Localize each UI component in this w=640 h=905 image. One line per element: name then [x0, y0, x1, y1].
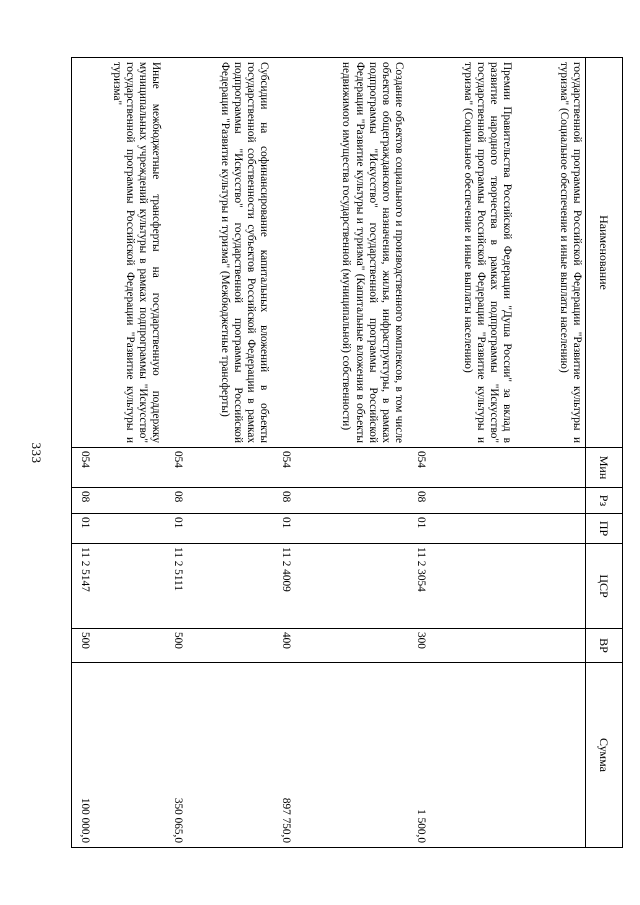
- table-row: [408, 58, 516, 848]
- row-sum: 1 500,0: [408, 663, 516, 848]
- header-sum: Сумма: [586, 663, 623, 848]
- table-header-row: [586, 58, 623, 848]
- row-min: 054: [273, 448, 408, 488]
- row-pr: 01: [273, 514, 408, 544]
- row-csr: [516, 544, 586, 629]
- row-vr: [516, 629, 586, 663]
- row-pr: 01: [165, 514, 273, 544]
- row-sum: 100 000,0: [72, 663, 165, 848]
- row-rz: [516, 488, 586, 514]
- row-csr: 11 2 5111: [165, 544, 273, 629]
- row-rz: 08: [72, 488, 165, 514]
- header-rz: Рз: [586, 488, 623, 514]
- row-min: 054: [72, 448, 165, 488]
- row-csr: 11 2 3054: [408, 544, 516, 629]
- table-row: [516, 58, 586, 848]
- rotated-table-container: [73, 57, 623, 847]
- header-min: Мин: [586, 448, 623, 488]
- table-row: [72, 58, 165, 848]
- table-row: [165, 58, 273, 848]
- row-vr: 300: [408, 629, 516, 663]
- row-name: Иные межбюджетные трансферты на государственную поддержку муниципальных учреждений культуры в рамках подпрограммы "Искусство" государственной программы Российской Федерации "Развитие культуры и туризма": [72, 58, 165, 448]
- row-sum: 350 065,0: [165, 663, 273, 848]
- row-pr: 01: [408, 514, 516, 544]
- row-vr: 400: [273, 629, 408, 663]
- row-csr: 11 2 5147: [72, 544, 165, 629]
- header-vr: ВР: [586, 629, 623, 663]
- budget-table: [71, 57, 623, 848]
- row-min: 054: [408, 448, 516, 488]
- page-number: 333: [29, 442, 44, 464]
- table-row: [273, 58, 408, 848]
- row-sum: 897 750,0: [273, 663, 408, 848]
- row-pr: 01: [72, 514, 165, 544]
- row-name: Субсидии на софинансирование капитальных вложений в объекты государственной собственности субъектов Российской Федерации в рамках подпрограммы "Искусство" государственной программы Российской Федерации "Развитие культуры и туризма" (Межбюджетные трансферты): [165, 58, 273, 448]
- row-vr: 500: [165, 629, 273, 663]
- row-rz: 08: [165, 488, 273, 514]
- row-pr: [516, 514, 586, 544]
- row-csr: 11 2 4009: [273, 544, 408, 629]
- row-sum: [516, 663, 586, 848]
- row-name: государственной программы Российской Федерации "Развитие культуры и туризма" (Социальное обеспечение и иные выплаты населению): [516, 58, 586, 448]
- row-rz: 08: [273, 488, 408, 514]
- row-name: Создание объектов социального и производственного комплексов, в том числе объектов общегражданского назначения, жилья, инфраструктуры, в рамках подпрограммы "Искусство" государственной программы Российской Федерации "Развитие культуры и туризма" (Капитальные вложения в объекты недвижимого имущества государственной (муниципальной) собственности): [273, 58, 408, 448]
- header-pr: ПР: [586, 514, 623, 544]
- row-min: 054: [165, 448, 273, 488]
- row-min: [516, 448, 586, 488]
- row-name: Премии Правительства Российской Федерации "Душа России" за вклад в развитие народного творчества в рамках подпрограммы "Искусство" государственной программы Российской Федерации "Развитие культуры и туризма" (Социальное обеспечение и иные выплаты населению): [408, 58, 516, 448]
- row-rz: 08: [408, 488, 516, 514]
- header-name: Наименование: [586, 58, 623, 448]
- header-csr: ЦСР: [586, 544, 623, 629]
- row-vr: 500: [72, 629, 165, 663]
